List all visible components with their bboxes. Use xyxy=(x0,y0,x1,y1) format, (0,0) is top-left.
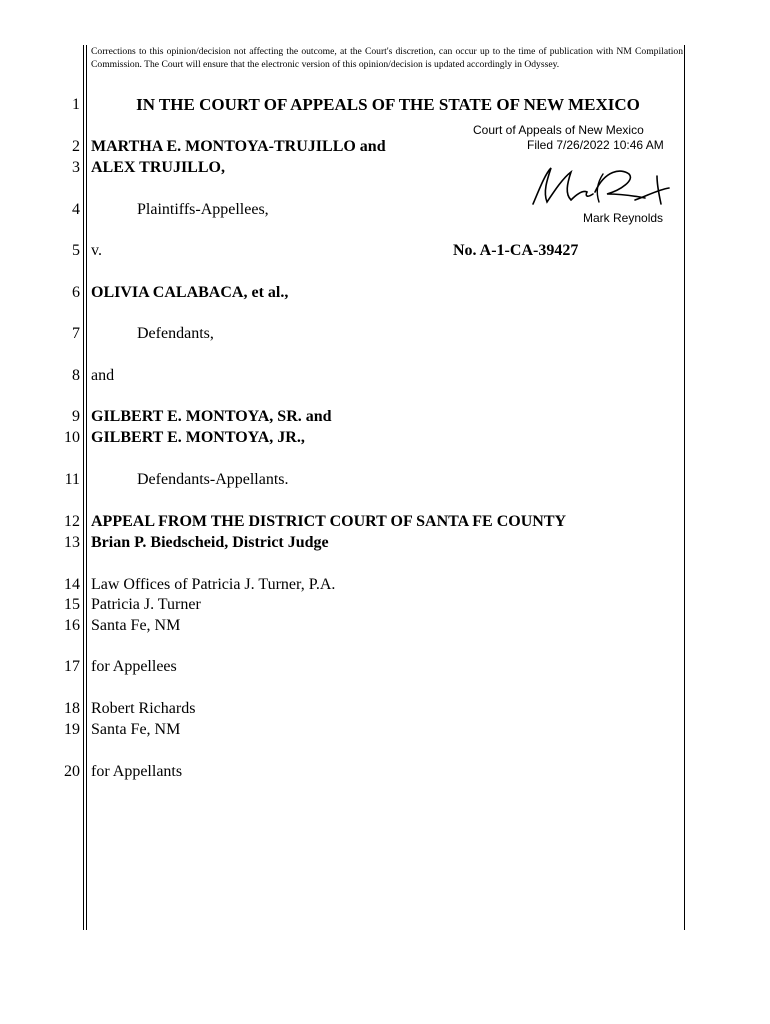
appellant-name-line-1: GILBERT E. MONTOYA, SR. and xyxy=(91,408,332,425)
appellant-role: Defendants-Appellants. xyxy=(137,471,289,488)
correction-notice: Corrections to this opinion/decision not affecting the outcome, at the Court's discretion, can occur up to the time of publication with NM Compilation Commission. The Court will ensure that the electronic version of this opinion/decision is updated accordingly in Odyssey. xyxy=(91,46,683,70)
left-margin-rule-outer xyxy=(83,45,84,930)
appellant-counsel-name: Robert Richards xyxy=(91,700,196,717)
left-margin-rule-inner xyxy=(86,45,87,930)
line-number: 3 xyxy=(72,159,80,176)
appellant-name-line-2: GILBERT E. MONTOYA, JR., xyxy=(91,429,305,446)
court-title: IN THE COURT OF APPEALS OF THE STATE OF NEW MEXICO xyxy=(136,95,640,114)
line-number: 4 xyxy=(72,201,80,218)
for-appellees: for Appellees xyxy=(91,658,177,675)
appellee-counsel-city: Santa Fe, NM xyxy=(91,617,181,634)
appellant-counsel-city: Santa Fe, NM xyxy=(91,721,181,738)
line-number: 2 xyxy=(72,138,80,155)
plaintiff-name-line-1: MARTHA E. MONTOYA-TRUJILLO and xyxy=(91,138,386,155)
line-number: 20 xyxy=(64,763,80,780)
stamp-filed-date: Filed 7/26/2022 10:46 AM xyxy=(527,138,664,152)
line-number: 18 xyxy=(64,700,80,717)
line-number: 10 xyxy=(64,429,80,446)
appeal-heading: APPEAL FROM THE DISTRICT COURT OF SANTA FE COUNTY xyxy=(91,513,567,530)
plaintiff-name-line-2: ALEX TRUJILLO, xyxy=(91,159,225,176)
line-number: 12 xyxy=(64,513,80,530)
line-number: 15 xyxy=(64,596,80,613)
line-number: 11 xyxy=(64,471,80,488)
appellee-counsel-firm: Law Offices of Patricia J. Turner, P.A. xyxy=(91,576,336,593)
defendant-role: Defendants, xyxy=(137,325,214,342)
line-number: 6 xyxy=(72,284,80,301)
and-text: and xyxy=(91,367,115,384)
defendant-name: OLIVIA CALABACA, et al., xyxy=(91,284,289,301)
for-appellants: for Appellants xyxy=(91,763,183,780)
right-margin-rule xyxy=(684,45,685,930)
line-number: 17 xyxy=(64,658,80,675)
signature-graphic xyxy=(525,160,675,210)
stamp-signer-name: Mark Reynolds xyxy=(583,211,664,225)
district-judge: Brian P. Biedscheid, District Judge xyxy=(91,534,329,551)
stamp-court-name: Court of Appeals of New Mexico xyxy=(473,123,644,137)
line-number: 8 xyxy=(72,367,80,384)
versus-text: v. xyxy=(91,242,102,259)
line-number: 16 xyxy=(64,617,80,634)
line-number: 1 xyxy=(72,96,80,113)
line-number: 7 xyxy=(72,325,80,342)
line-number: 5 xyxy=(72,242,80,259)
docket-number: No. A-1-CA-39427 xyxy=(453,242,579,259)
line-number: 19 xyxy=(64,721,80,738)
plaintiff-role: Plaintiffs-Appellees, xyxy=(137,201,269,218)
line-number: 14 xyxy=(64,576,80,593)
line-number: 13 xyxy=(64,534,80,551)
line-number: 9 xyxy=(72,408,80,425)
appellee-counsel-name: Patricia J. Turner xyxy=(91,596,201,613)
